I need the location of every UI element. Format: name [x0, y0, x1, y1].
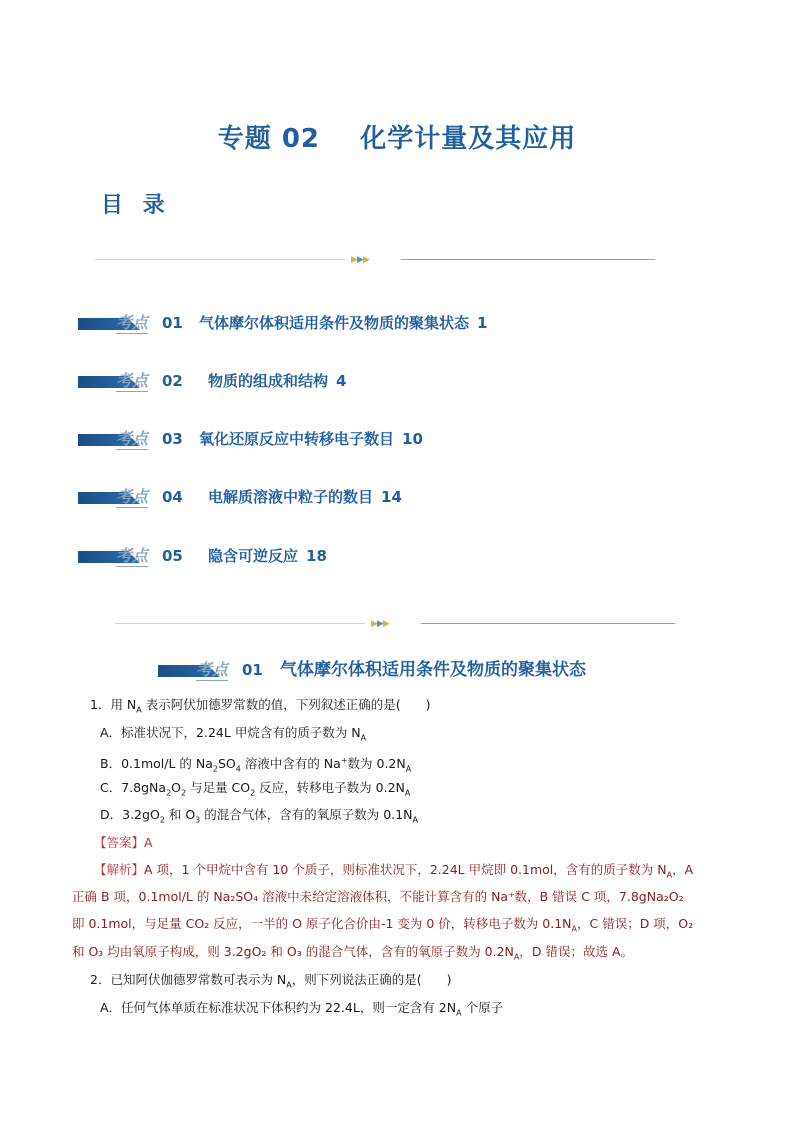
- section-badge-label: 考点: [196, 660, 229, 679]
- q1-option-d: D．$3.2gO_2$ 和 $O_3$ 的混合气体，含有的氧原子数为 $0.1N_A$: [100, 807, 418, 825]
- toc-item-text: 电解质溶液中粒子的数目: [208, 488, 374, 506]
- toc-badge-label: 考点: [116, 546, 149, 565]
- toc-item-text: 氧化还原反应中转移电子数目: [199, 430, 395, 448]
- toc-badge-num: 03: [162, 430, 183, 448]
- toc-badge-label: 考点: [116, 429, 149, 448]
- toc-item-02[interactable]: [208, 371, 346, 391]
- toc-item-page: 1: [477, 314, 488, 332]
- toc-item-text: 气体摩尔体积适用条件及物质的聚集状态: [199, 314, 470, 332]
- arrow-divider-icon: ▶▶▶: [351, 255, 369, 265]
- q1-explanation-line2: 正确 B 项，0.1mol/L 的 Na₂SO₄ 溶液中未给定溶液体积，不能计算含有的 Na⁺数，B 错误 C 项，7.8gNa₂O₂: [72, 889, 684, 904]
- q1-explanation-line3: 即 0.1mol，与足量 CO₂ 反应，一半的 O 原子化合价由-1 变为 0 价，转移电子数为 $0.1N_A$，C 错误；D 项，O₂: [72, 916, 694, 934]
- toc-item-01[interactable]: [199, 313, 487, 333]
- q1-option-c: C．$7.8gNa_2O_2$ 与足量 $CO_2$ 反应，转移电子数为 $0.2N_A$: [100, 780, 411, 798]
- q1-stem: 1．用 $N_A$ 表示阿伏加德罗常数的值，下列叙述正确的是( ): [90, 697, 431, 715]
- toc-item-page: 18: [306, 547, 327, 565]
- q1-answer: 【答案】A: [94, 835, 153, 850]
- section-title: 气体摩尔体积适用条件及物质的聚集状态: [280, 660, 586, 680]
- divider-top: [95, 254, 655, 266]
- toc-badge-num: 05: [162, 547, 183, 565]
- arrow-divider-icon: ▶▶▶: [371, 619, 389, 629]
- toc-badge-num: 01: [162, 314, 183, 332]
- toc-item-04[interactable]: [208, 487, 402, 507]
- section-badge-num: 01: [242, 661, 263, 679]
- q2-option-a: A．任何气体单质在标准状况下体积约为 22.4L，则一定含有 $2N_A$ 个原子: [100, 1000, 504, 1018]
- toc-badge-num: 04: [162, 488, 183, 506]
- q1-explanation-line1: 【解析】A 项，1 个甲烷中含有 10 个质子，则标准状况下，2.24L 甲烷即 0.1mol，含有的质子数为 $N_A$，A: [94, 862, 694, 880]
- page-title: 专题 02 化学计量及其应用: [217, 124, 577, 154]
- toc-badge-num: 02: [162, 372, 183, 390]
- toc-heading: 目 录: [101, 193, 171, 218]
- q2-stem: 2．已知阿伏伽德罗常数可表示为 $N_A$，则下列说法正确的是( ): [90, 972, 452, 990]
- toc-badge-label: 考点: [116, 371, 149, 390]
- toc-item-page: 10: [402, 430, 423, 448]
- q1-option-b: B．0.1mol/L 的 $Na_2SO_4$ 溶液中含有的 Na+数为 $0.2N_A$: [100, 756, 412, 774]
- toc-item-03[interactable]: [199, 429, 423, 449]
- toc-item-page: 14: [381, 488, 402, 506]
- divider-middle: [115, 618, 675, 630]
- toc-item-text: 隐含可逆反应: [208, 547, 299, 565]
- toc-item-05[interactable]: [208, 546, 327, 566]
- toc-item-text: 物质的组成和结构: [208, 372, 329, 390]
- toc-badge-label: 考点: [116, 313, 149, 332]
- q1-option-a: A．标准状况下，2.24L 甲烷含有的质子数为 $N_A$: [100, 725, 367, 743]
- toc-badge-label: 考点: [116, 487, 149, 506]
- toc-item-page: 4: [336, 372, 347, 390]
- q1-explanation-line4: 和 O₃ 均由氧原子构成，则 3.2gO₂ 和 O₃ 的混合气体，含有的氧原子数为 $0.2N_A$，D 错误；故选 A。: [72, 944, 634, 962]
